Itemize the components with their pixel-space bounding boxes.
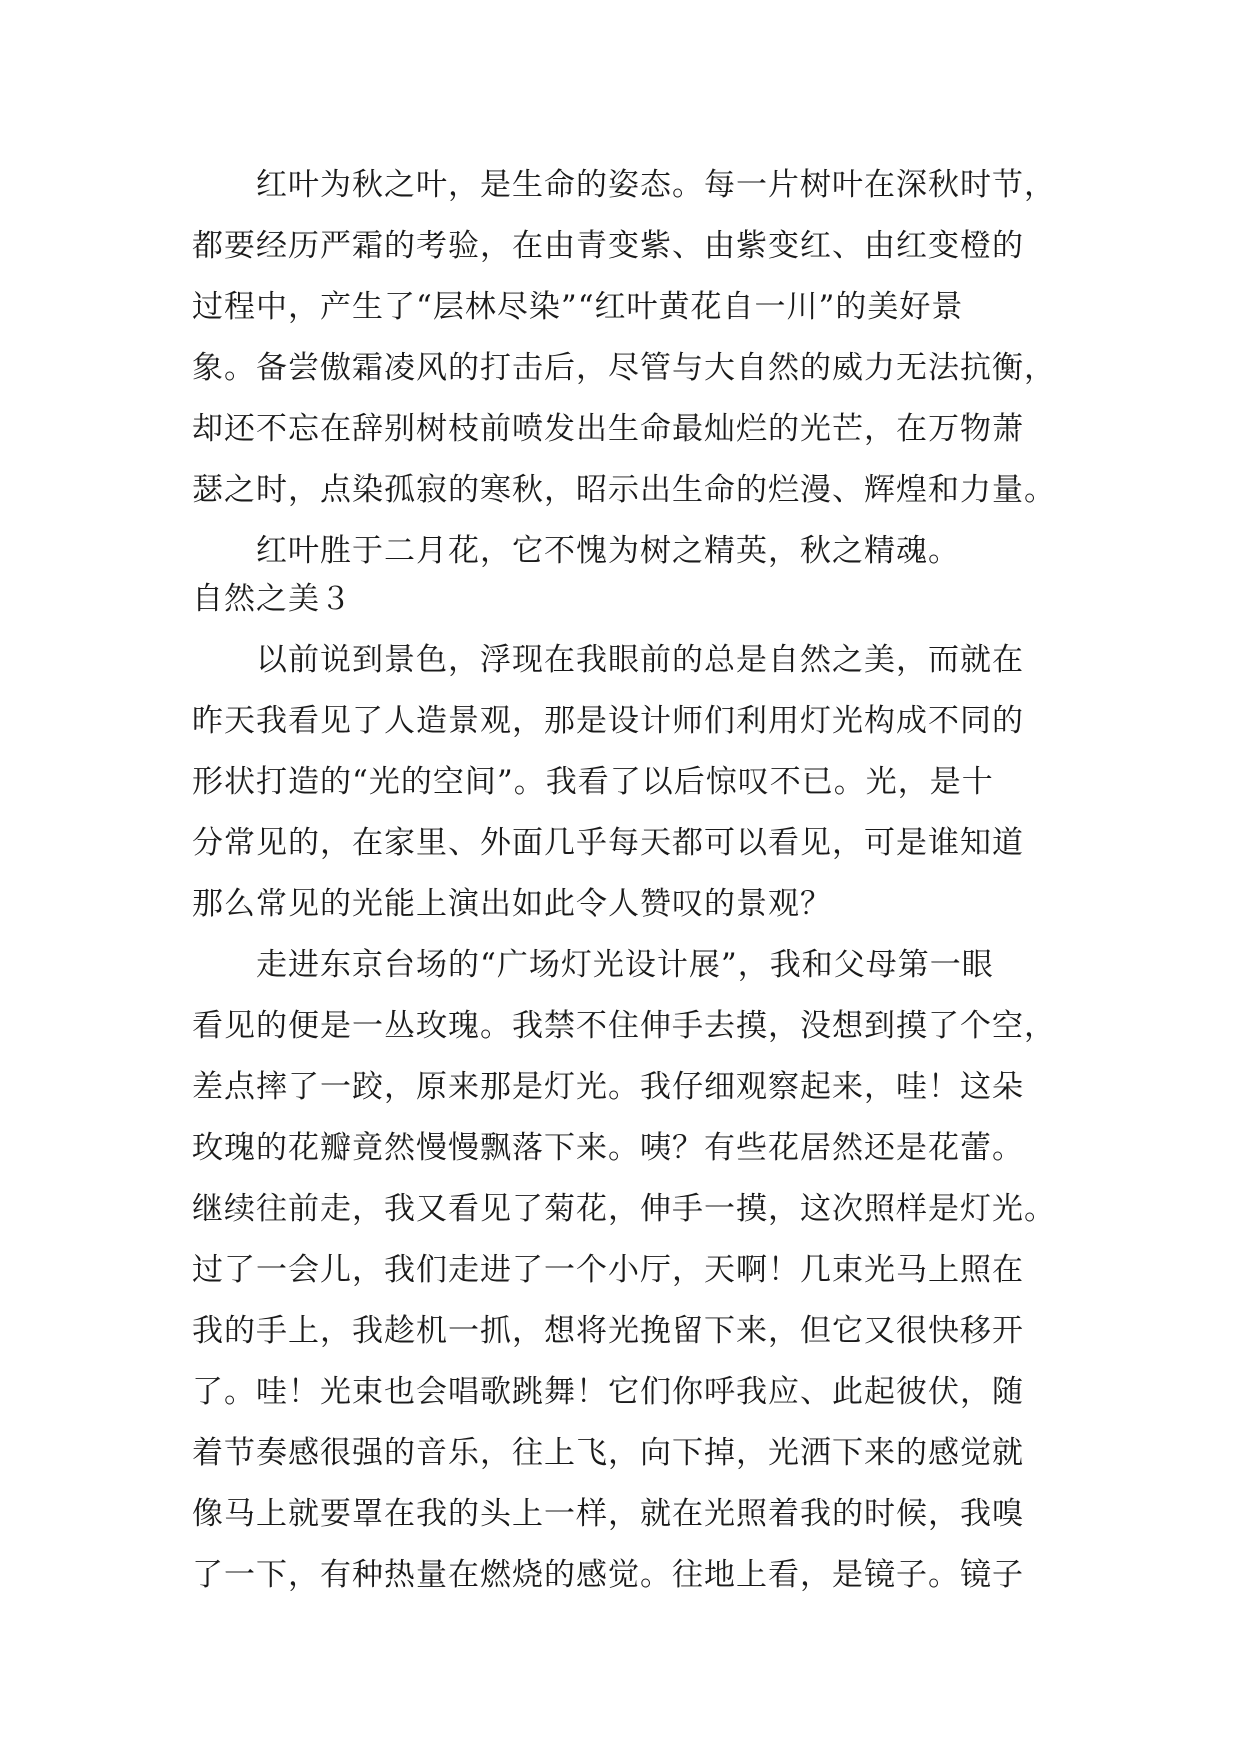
paragraph-line: 我的手上，我趁机一抓，想将光挽留下来，但它又很快移开 [192,1313,1024,1349]
paragraph-line: 形状打造的“光的空间”。我看了以后惊叹不已。光，是十 [192,764,994,800]
paragraph-line: 了一下，有种热量在燃烧的感觉。往地上看，是镜子。镜子 [192,1557,1024,1593]
paragraph-line: 过程中，产生了“层林尽染”“红叶黄花自一川”的美好景 [192,289,964,325]
paragraph-line: 分常见的，在家里、外面几乎每天都可以看见，可是谁知道 [192,825,1024,861]
paragraph-line: 象。备尝傲霜凌风的打击后，尽管与大自然的威力无法抗衡， [192,350,1056,386]
paragraph-line: 都要经历严霜的考验，在由青变紫、由紫变红、由红变橙的 [192,228,1024,264]
section-heading: 自然之美３ [192,581,352,617]
paragraph-line: 看见的便是一丛玫瑰。我禁不住伸手去摸，没想到摸了个空， [192,1008,1056,1044]
paragraph-line: 玫瑰的花瓣竟然慢慢飘落下来。咦？有些花居然还是花蕾。 [192,1130,1024,1166]
paragraph-line: 继续往前走，我又看见了菊花，伸手一摸，这次照样是灯光。 [192,1191,1056,1227]
paragraph-line: 像马上就要罩在我的头上一样，就在光照着我的时候，我嗅 [192,1496,1024,1532]
paragraph-line: 差点摔了一跤，原来那是灯光。我仔细观察起来，哇！这朵 [192,1069,1024,1105]
paragraph-line: 那么常见的光能上演出如此令人赞叹的景观？ [192,886,832,922]
paragraph-line: 走进东京台场的“广场灯光设计展”，我和父母第一眼 [256,947,994,983]
paragraph-line: 红叶为秋之叶，是生命的姿态。每一片树叶在深秋时节， [256,167,1056,203]
paragraph-line: 以前说到景色，浮现在我眼前的总是自然之美，而就在 [256,642,1024,678]
paragraph-line: 却还不忘在辞别树枝前喷发出生命最灿烂的光芒，在万物萧 [192,411,1024,447]
paragraph-line: 昨天我看见了人造景观，那是设计师们利用灯光构成不同的 [192,703,1024,739]
paragraph-line: 瑟之时，点染孤寂的寒秋，昭示出生命的烂漫、辉煌和力量。 [192,472,1056,508]
paragraph-line: 着节奏感很强的音乐，往上飞，向下掉，光洒下来的感觉就 [192,1435,1024,1471]
paragraph-line: 过了一会儿，我们走进了一个小厅，天啊！几束光马上照在 [192,1252,1024,1288]
paragraph-line: 了。哇！光束也会唱歌跳舞！它们你呼我应、此起彼伏，随 [192,1374,1024,1410]
paragraph-line: 红叶胜于二月花，它不愧为树之精英，秋之精魂。 [256,533,960,569]
